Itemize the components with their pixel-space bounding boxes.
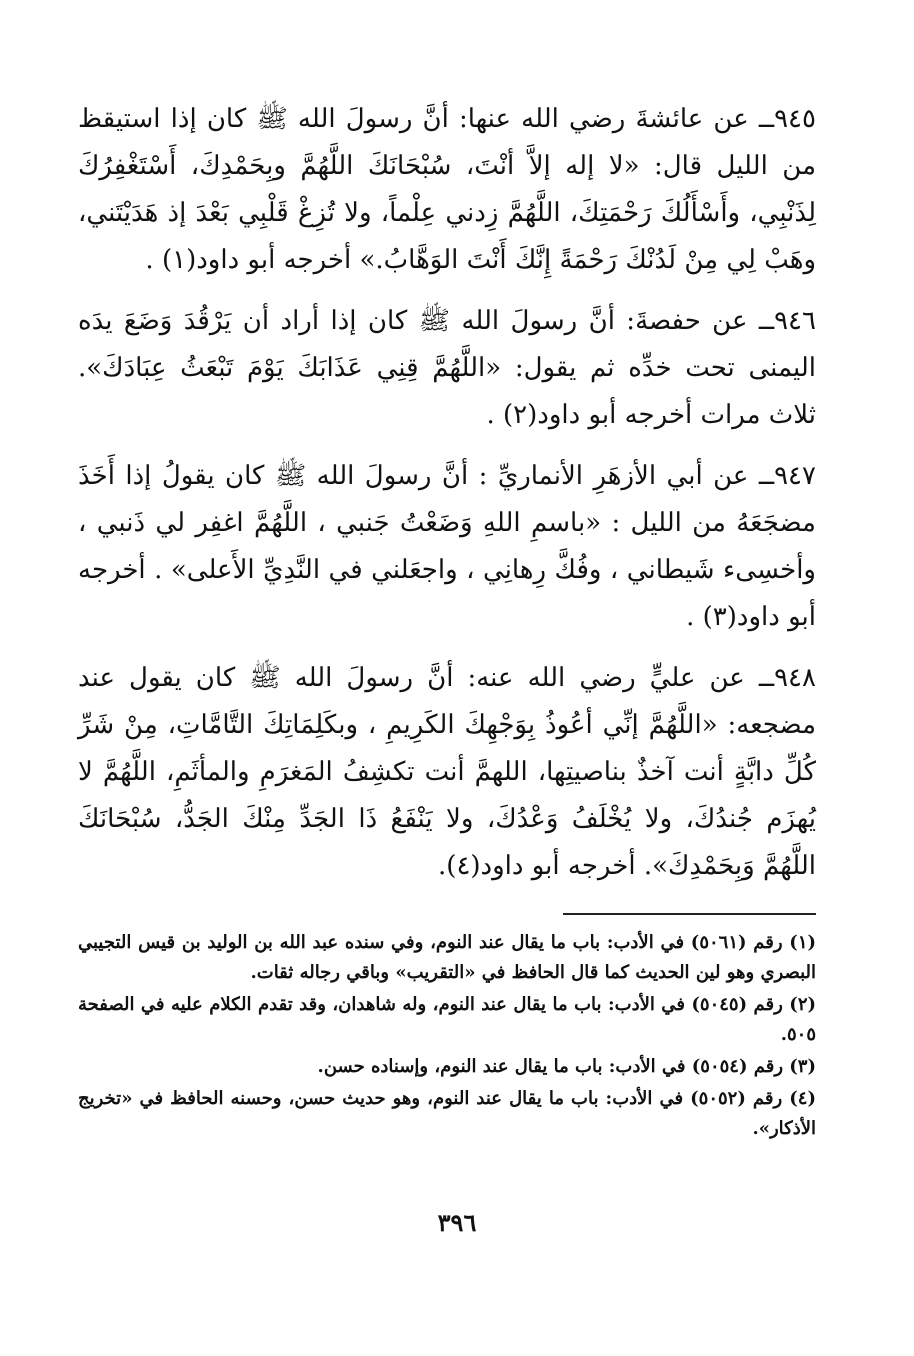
hadith-number: ٩٤٨ [774, 663, 816, 693]
hadith-number: ٩٤٧ [774, 461, 816, 491]
hadith-text: ــ عن حفصةَ: أنَّ رسولَ الله ﷺ كان إذا أراد أن يَرْقُدَ وَضَعَ يدَه اليمنى تحت خدِّه ثم يقول: «اللَّهُمَّ قِنِي عَذَابَكَ يَوْمَ تَبْعَثُ عِبَادَكَ». ثلاث مرات أخرجه أبو داود(٢) . [78, 306, 816, 430]
hadith-945 [78, 96, 816, 284]
hadith-947 [78, 453, 816, 641]
page-number: ٣٩٦ [437, 1208, 477, 1237]
footnote-4: (٤) رقم (٥٠٥٢) في الأدب: باب ما يقال عند النوم، وهو حديث حسن، وحسنه الحافظ في «تخريج الأذكار». [78, 1088, 816, 1139]
hadith-946 [78, 298, 816, 439]
hadith-number: ٩٤٥ [774, 104, 816, 134]
footnotes [78, 928, 816, 1146]
footnote-3: (٣) رقم (٥٠٥٤) في الأدب: باب ما يقال عند النوم، وإسناده حسن. [317, 1056, 816, 1077]
hadith-number: ٩٤٦ [774, 306, 816, 336]
hadith-948 [78, 655, 816, 890]
footnote-2: (٢) رقم (٥٠٤٥) في الأدب: باب ما يقال عند النوم، وله شاهدان، وقد تقدم الكلام عليه في الصفحة ٥٠٥. [78, 994, 817, 1045]
hadith-text: ــ عن عليٍّ رضي الله عنه: أنَّ رسولَ الله ﷺ كان يقول عند مضجعه: «اللَّهُمَّ إنِّي أعُوذُ بِوَجْهِكَ الكَرِيمِ ، وبكَلِمَاتِكَ التَّامَّاتِ، مِنْ شَرِّ كُلِّ دابَّةٍ أنت آخذٌ بناصيتِها، اللهمَّ أنت تكشِفُ المَغرَمِ والمأثَمِ، اللَّهُمَّ لا يُهزَم جُندُكَ، ولا يُخْلَفُ وَعْدُكَ، ولا يَنْفَعُ ذَا الجَدِّ مِنْكَ الجَدُّ، سُبْحَانَكَ اللَّهُمَّ وَبِحَمْدِكَ». أخرجه أبو داود(٤). [78, 663, 816, 881]
footnote-divider [563, 913, 816, 915]
hadith-text: ــ عن أبي الأزهَرِ الأنماريِّ : أنَّ رسولَ الله ﷺ كان يقولُ إذا أَخَذَ مضجَعَهُ من الليل : «باسمِ اللهِ وَضَعْتُ جَنبي ، اللَّهُمَّ اغفِر لي ذَنبي ، وأخسِىء شَيطاني ، وفُكَّ رِهانِي ، واجعَلني في النَّدِيِّ الأَعلى» . أخرجه أبو داود(٣) . [78, 461, 816, 632]
footnote-1: (١) رقم (٥٠٦١) في الأدب: باب ما يقال عند النوم، وفي سنده عبد الله بن الوليد بن قيس التجيبي البصري وهو لين الحديث كما قال الحافظ في «التقريب» وباقي رجاله ثقات. [78, 932, 817, 983]
main-text [78, 96, 816, 904]
hadith-text: ــ عن عائشةَ رضي الله عنها: أنَّ رسولَ الله ﷺ كان إذا استيقظ من الليل قال: «لا إله إلاَّ أنْتَ، سُبْحَانَكَ اللَّهُمَّ وبِحَمْدِكَ، أَسْتَغْفِرُكَ لِذَنْبِي، وأَسْأَلُكَ رَحْمَتِكَ، اللَّهُمَّ زِدني عِلْماً، ولا تُزِغْ قَلْبِي بَعْدَ إذ هَدَيْتَني، وهَبْ لِي مِنْ لَدُنْكَ رَحْمَةً إِنَّكَ أَنْتَ الوَهَّابُ.» أخرجه أبو داود(١) . [78, 104, 816, 275]
